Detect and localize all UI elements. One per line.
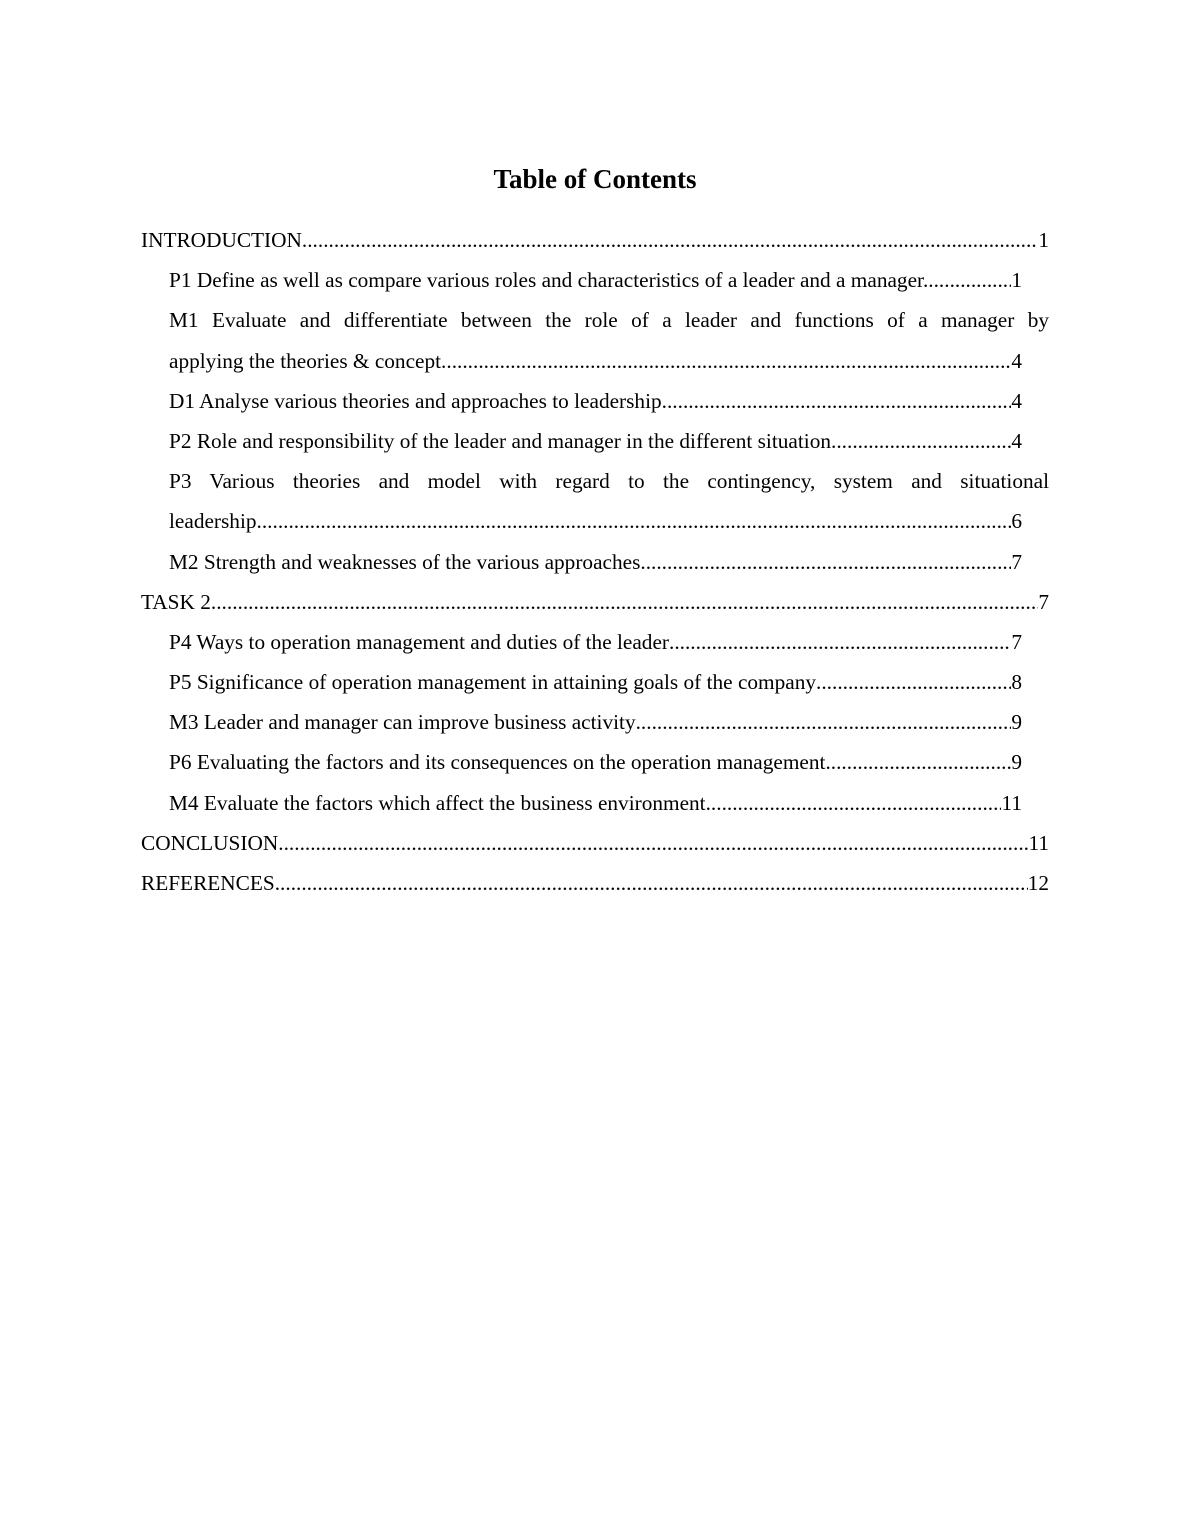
toc-entry-label: D1 Analyse various theories and approaches to leadership [169,388,662,413]
toc-entry-label: INTRODUCTION [141,228,302,252]
dot-leader [636,702,1012,742]
toc-entry-p6[interactable] [169,742,1022,782]
toc-entry-m3[interactable] [169,702,1022,742]
toc-entry-label-line1: M1 Evaluate and differentiate between the role of a leader and functions of a manager by [169,308,1049,333]
toc-page-number: 6 [1011,509,1022,534]
toc-page-number: 9 [1011,750,1022,775]
toc-entry-d1[interactable] [169,381,1022,421]
dot-leader [441,341,1011,381]
toc-entry-label: REFERENCES [141,871,275,895]
toc-entry-label-line1: P3 Various theories and model with regard to the contingency, system and situational [169,469,1049,494]
toc-entry-p3[interactable] [169,461,1049,541]
toc-page-number: 4 [1011,428,1022,453]
toc-entry-m1[interactable] [169,300,1049,380]
toc-entry-p5[interactable] [169,662,1022,702]
toc-title: Table of Contents [493,164,697,194]
toc-entry-label: P1 Define as well as compare various roles and characteristics of a leader and a manager. [169,268,929,293]
toc-page-number: 11 [1028,830,1049,855]
toc-page-number: 7 [1011,549,1022,574]
toc-entry-task-2[interactable] [141,582,1049,622]
toc-page-number: 1 [1038,228,1049,252]
dot-leader [825,742,1011,782]
toc-entry-references[interactable] [141,863,1049,903]
dot-leader [706,783,1002,823]
toc-page-number: 8 [1011,670,1022,695]
toc-entry-label: P5 Significance of operation management in attaining goals of the company [169,670,817,695]
toc-page-number: 1 [1011,268,1022,293]
toc-entry-label: P2 Role and responsibility of the leader and manager in the different situation [169,428,832,453]
dot-leader [302,220,1038,260]
toc-entry-m2[interactable] [169,542,1022,582]
toc-entry-introduction[interactable] [141,220,1049,260]
toc-entry-label-line2: leadership [169,509,257,534]
dot-leader [928,260,1011,300]
dot-leader [662,381,1012,421]
toc-entry-conclusion[interactable] [141,823,1049,863]
dot-leader [278,823,1028,863]
toc-entry-label-line2: applying the theories & concept [169,348,442,373]
toc-entry-p2[interactable] [169,421,1022,461]
table-of-contents [141,220,1049,903]
toc-entry-label: TASK 2 [141,589,211,614]
toc-entry-p4[interactable] [169,622,1022,662]
toc-page-number: 9 [1011,710,1022,735]
toc-entry-p1[interactable] [169,260,1022,300]
dot-leader [831,421,1011,461]
toc-entry-label: M3 Leader and manager can improve business activity [169,710,636,735]
toc-entry-label: P6 Evaluating the factors and its consequences on the operation management [169,750,826,775]
toc-entry-label: CONCLUSION [141,830,279,855]
toc-page-number: 4 [1011,348,1022,373]
dot-leader [669,622,1011,662]
dot-leader [640,542,1011,582]
dot-leader [211,582,1038,622]
toc-page-number: 11 [1001,790,1022,815]
toc-page-number: 7 [1011,629,1022,654]
toc-page-number: 12 [1027,871,1049,895]
toc-entry-m4[interactable] [169,783,1022,823]
toc-entry-label: M4 Evaluate the factors which affect the business environment [169,790,706,815]
dot-leader [257,501,1012,541]
toc-entry-label: P4 Ways to operation management and duties of the leader [169,629,669,654]
dot-leader [816,662,1011,702]
toc-entry-label: M2 Strength and weaknesses of the various approaches [169,549,641,574]
toc-page-number: 7 [1038,589,1049,614]
dot-leader [275,863,1028,903]
toc-page-number: 4 [1011,388,1022,413]
